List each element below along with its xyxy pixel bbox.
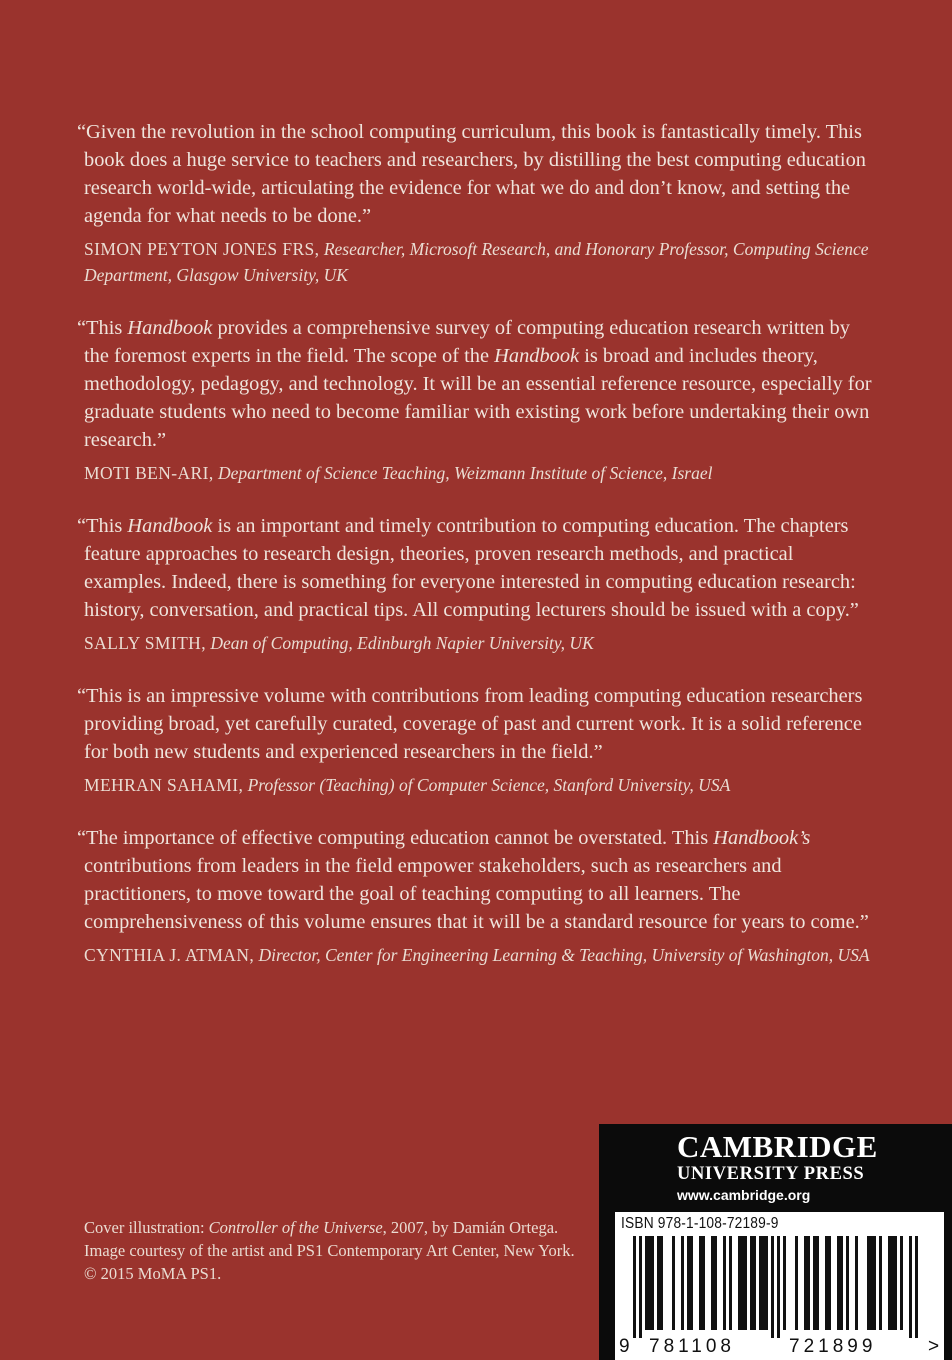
endorser-affiliation: Professor (Teaching) of Computer Science, Stanford University, USA (247, 775, 731, 795)
barcode-bar (672, 1236, 675, 1330)
endorsement-quote (77, 314, 874, 454)
barcode-bar (828, 1236, 831, 1330)
quote-italic-text: Handbook’s (713, 827, 811, 849)
endorsement (77, 824, 874, 968)
quote-text: “Given the revolution in the school computing curriculum, this book is fantastically timely. This book does a huge service to teachers and researchers, by distilling the best computing education research world-wide, articulating the evidence for what we do and don’t know, and setting the agenda for what needs to be done.” (77, 121, 866, 227)
endorsement-attribution (84, 630, 874, 656)
quote-text: “This (77, 317, 128, 339)
barcode-bar (687, 1236, 690, 1330)
barcode-bar (648, 1236, 651, 1330)
endorsement-quote (77, 682, 874, 766)
barcode-bar (738, 1236, 741, 1330)
barcode-bar (657, 1236, 660, 1330)
barcode-lead-digit: 9 (619, 1336, 630, 1357)
quote-italic-text: Handbook (127, 317, 213, 339)
barcode-bar (873, 1236, 876, 1330)
barcode-bar (846, 1236, 849, 1330)
endorsement-attribution (84, 236, 874, 288)
quote-italic-text: Handbook (494, 345, 580, 367)
barcode-bar (639, 1236, 642, 1338)
endorser-affiliation: Department of Science Teaching, Weizmann Institute of Science, Israel (218, 463, 713, 483)
endorser-name: MOTI BEN-ARI, (84, 463, 214, 483)
endorser-name: SALLY SMITH, (84, 633, 206, 653)
barcode-bars (633, 1236, 929, 1338)
endorsements (77, 118, 874, 994)
barcode-bar (813, 1236, 816, 1330)
barcode-bar (681, 1236, 684, 1330)
barcode-bar (879, 1236, 882, 1330)
barcode-bar (870, 1236, 873, 1330)
publisher-panel (599, 1124, 952, 1360)
barcode-bar (753, 1236, 756, 1330)
barcode-bar (825, 1236, 828, 1330)
publisher-name: CAMBRIDGE (677, 1129, 878, 1164)
barcode-bar (777, 1236, 780, 1338)
publisher-subtitle: UNIVERSITY PRESS (677, 1164, 865, 1184)
barcode-bar (759, 1236, 762, 1330)
barcode-bar (771, 1236, 774, 1338)
endorsement (77, 512, 874, 656)
quote-text: “This (77, 515, 128, 537)
barcode-bar (783, 1236, 786, 1330)
endorsement-attribution (84, 942, 874, 968)
barcode-bar (762, 1236, 765, 1330)
endorser-affiliation: Director, Center for Engineering Learning & Teaching, University of Washington, USA (258, 945, 870, 965)
endorser-affiliation: Dean of Computing, Edinburgh Napier University, UK (210, 633, 594, 653)
quote-text: is an important and timely contribution to computing education. The chapters feature approaches to research design, theories, proven research methods, and practical examples. Indeed, there is something for everyone interested in computing education research: history, conversation, and practical tips. All computing lecturers should be issued with a copy.” (84, 515, 859, 621)
endorsement-attribution (84, 772, 874, 798)
quote-italic-text: Handbook (127, 515, 213, 537)
barcode-bar (804, 1236, 807, 1330)
endorsement (77, 118, 874, 288)
barcode-bar (723, 1236, 726, 1330)
quote-text: contributions from leaders in the field empower stakeholders, such as researchers and practitioners, to move toward the goal of teaching computing to all learners. The comprehensiveness of this volume ensures that it will be a standard resource for years to come.” (84, 855, 869, 933)
endorsement-attribution (84, 460, 874, 486)
barcode-bar (867, 1236, 870, 1330)
quote-text: “This is an impressive volume with contributions from leading computing education researchers providing broad, yet carefully curated, coverage of past and current work. It is a solid reference for both new students and experienced researchers in the field.” (77, 685, 863, 763)
barcode-bar (795, 1236, 798, 1330)
endorser-name: CYNTHIA J. ATMAN, (84, 945, 255, 965)
quote-text: provides a comprehensive survey of computing education research written by the foremost experts in the field. The scope of the (84, 317, 850, 367)
barcode-bar (816, 1236, 819, 1330)
barcode-bar (765, 1236, 768, 1330)
barcode-bar (855, 1236, 858, 1330)
cover-credit (84, 1216, 584, 1285)
barcode-bar (900, 1236, 903, 1330)
quote-text: “The importance of effective computing education cannot be overstated. This (77, 827, 714, 849)
credit-rest: , 2007, by Damián Ortega. Image courtesy of the artist and PS1 Contemporary Art Center, New York. © 2015 MoMA PS1. (84, 1218, 575, 1283)
barcode-left-digits: 781108 (649, 1336, 735, 1357)
endorsement-quote (77, 512, 874, 624)
barcode-bar (699, 1236, 702, 1330)
endorsement (77, 682, 874, 798)
barcode-digits (615, 1336, 944, 1358)
endorsement-quote (77, 118, 874, 230)
barcode-bar (891, 1236, 894, 1330)
quote-text: is broad and includes theory, methodology, pedagogy, and technology. It will be an essential reference resource, especially for graduate students who need to become familiar with existing work before undertaking their own research.” (84, 345, 872, 451)
barcode-right-digits: 721899 (789, 1336, 877, 1357)
barcode-bar (894, 1236, 897, 1330)
publisher-url: www.cambridge.org (677, 1187, 811, 1203)
barcode-bar (915, 1236, 918, 1338)
endorser-affiliation: Researcher, Microsoft Research, and Honorary Professor, Computing Science Department, Glasgow University, UK (84, 239, 869, 285)
isbn-label: ISBN 978-1-108-72189-9 (621, 1215, 779, 1232)
credit-prefix: Cover illustration: (84, 1218, 209, 1237)
barcode-bar (729, 1236, 732, 1330)
credit-artwork-title: Controller of the Universe (208, 1218, 383, 1237)
barcode-box (615, 1212, 944, 1360)
barcode-bar (660, 1236, 663, 1330)
barcode-bar (651, 1236, 654, 1330)
barcode-bar (888, 1236, 891, 1330)
barcode-bar (645, 1236, 648, 1330)
barcode-quiet-mark: > (928, 1336, 940, 1357)
barcode-bar (633, 1236, 636, 1338)
barcode-bar (807, 1236, 810, 1330)
barcode-bar (690, 1236, 693, 1330)
barcode-bar (741, 1236, 744, 1330)
barcode-bar (909, 1236, 912, 1338)
endorsement (77, 314, 874, 486)
barcode-bar (750, 1236, 753, 1330)
endorsement-quote (77, 824, 874, 936)
barcode-bar (840, 1236, 843, 1330)
barcode-bar (711, 1236, 714, 1330)
barcode-bar (837, 1236, 840, 1330)
barcode-bar (714, 1236, 717, 1330)
barcode-bar (702, 1236, 705, 1330)
endorser-name: SIMON PEYTON JONES FRS, (84, 239, 320, 259)
endorser-name: MEHRAN SAHAMI, (84, 775, 244, 795)
barcode-bar (744, 1236, 747, 1330)
